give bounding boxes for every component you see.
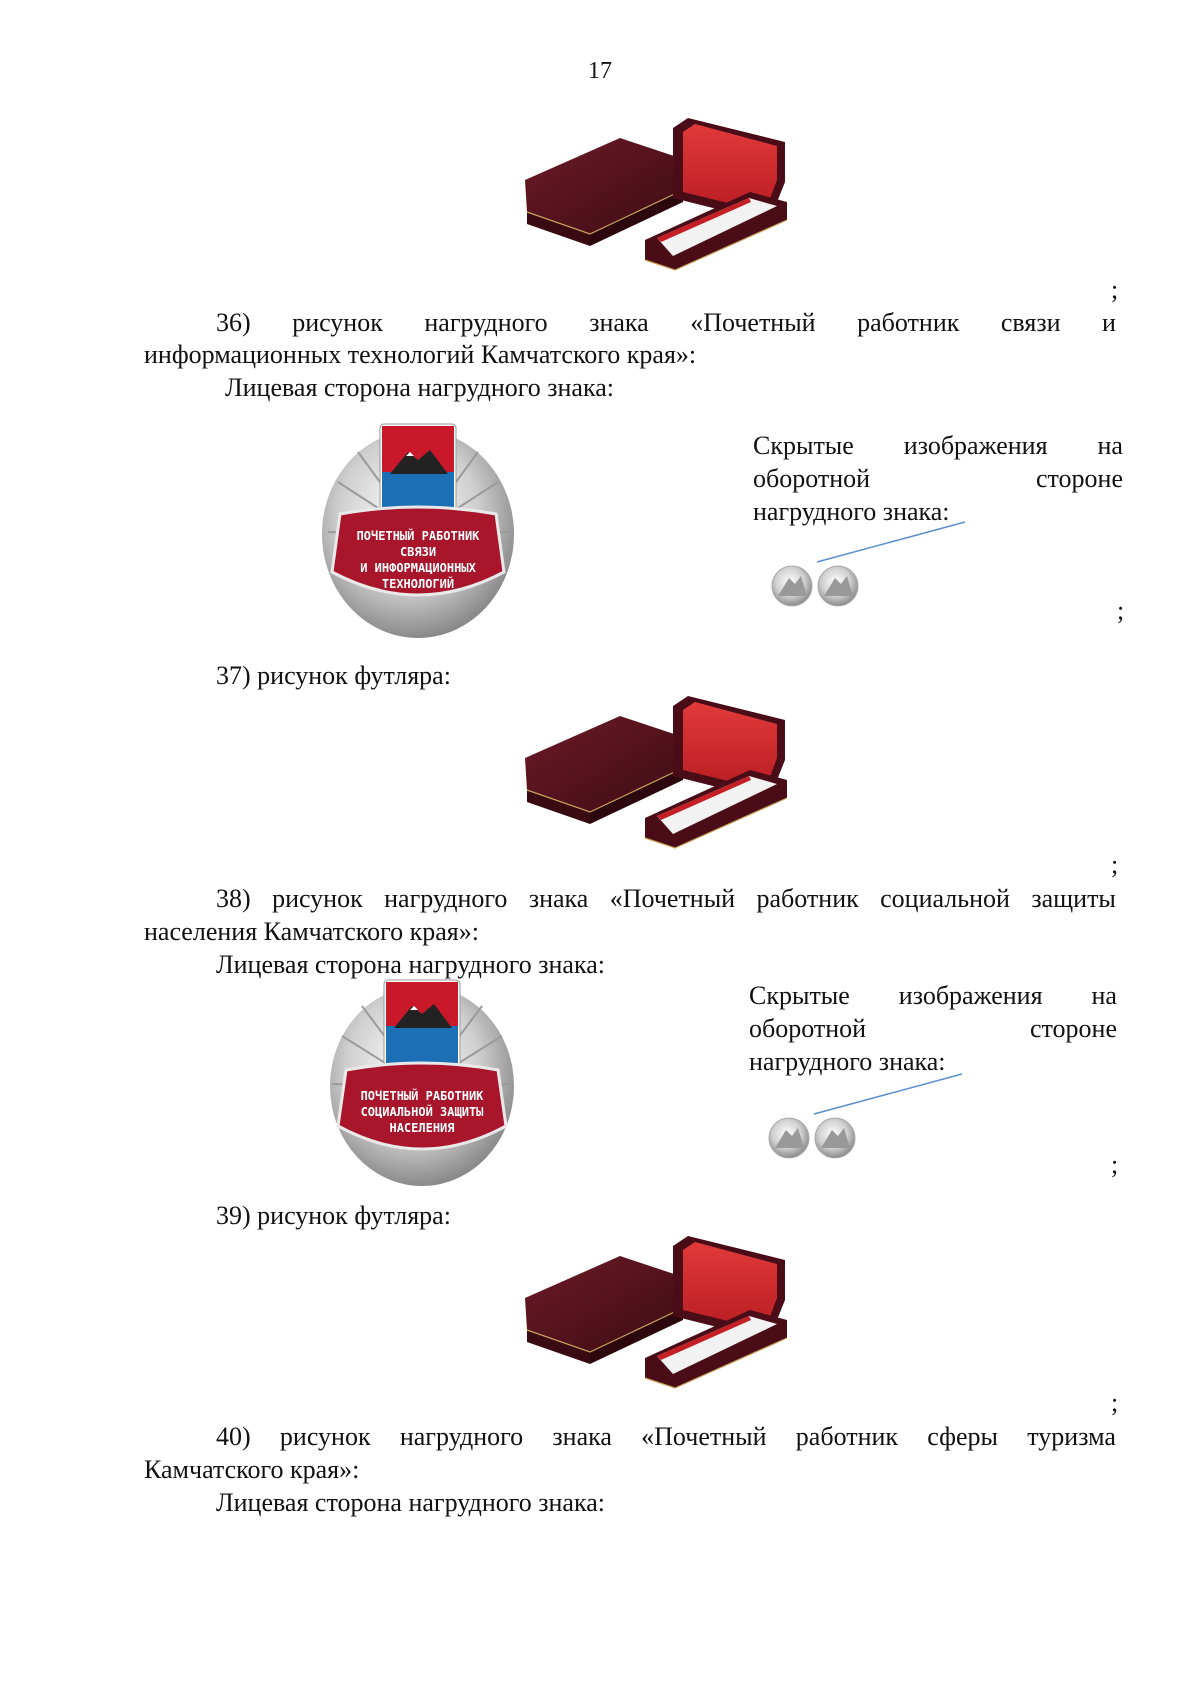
badge-38-line3: НАСЕЛЕНИЯ [389, 1121, 455, 1135]
item-36-heading-line1: 36) рисунок нагрудного знака «Почетный работник связи и [216, 308, 1116, 337]
item-38-hidden-line1: Скрытые изображения на [749, 981, 1117, 1010]
item-38-face-label: Лицевая сторона нагрудного знака: [216, 950, 605, 979]
badge-38-line2: СОЦИАЛЬНОЙ ЗАЩИТЫ [360, 1105, 484, 1119]
badge-36-line3: И ИНФОРМАЦИОННЫХ [360, 561, 476, 575]
case-image-top [505, 110, 805, 280]
semicolon: ; [1117, 596, 1125, 625]
badge-36-line4: ТЕХНОЛОГИЙ [381, 577, 455, 591]
item-37-label: 37) рисунок футляра: [216, 661, 451, 690]
hidden-images-36 [765, 518, 975, 608]
badge-36-line2: СВЯЗИ [399, 545, 437, 559]
item-36-hidden-line3: нагрудного знака: [753, 497, 950, 526]
semicolon: ; [1111, 275, 1119, 304]
item-38-hidden-line3: нагрудного знака: [749, 1047, 946, 1076]
item-36-face-label: Лицевая сторона нагрудного знака: [225, 373, 614, 402]
item-36-hidden-line1: Скрытые изображения на [753, 431, 1123, 460]
case-image-39 [505, 1228, 805, 1398]
item-39-label: 39) рисунок футляра: [216, 1201, 451, 1230]
page-number: 17 [588, 58, 612, 84]
item-36-hidden-line2: оборотной стороне [753, 464, 1123, 493]
badge-38-line1: ПОЧЕТНЫЙ РАБОТНИК [360, 1089, 484, 1103]
item-40-heading-line1: 40) рисунок нагрудного знака «Почетный работник сферы туризма [216, 1422, 1116, 1451]
badge-36-line1: ПОЧЕТНЫЙ РАБОТНИК [356, 529, 480, 543]
item-40-face-label: Лицевая сторона нагрудного знака: [216, 1488, 605, 1517]
semicolon: ; [1111, 850, 1119, 879]
item-38-heading-line1: 38) рисунок нагрудного знака «Почетный работник социальной защиты [216, 884, 1116, 913]
badge-38-image [322, 978, 522, 1188]
semicolon: ; [1111, 1388, 1119, 1417]
item-36-heading-line2: информационных технологий Камчатского края»: [144, 340, 697, 369]
item-38-heading-line2: населения Камчатского края»: [144, 917, 479, 946]
item-40-heading-line2: Камчатского края»: [144, 1455, 360, 1484]
semicolon: ; [1111, 1150, 1119, 1179]
hidden-images-38 [762, 1070, 972, 1160]
item-38-hidden-line2: оборотной стороне [749, 1014, 1117, 1043]
case-image-37 [505, 688, 805, 858]
badge-36-image [318, 422, 518, 642]
